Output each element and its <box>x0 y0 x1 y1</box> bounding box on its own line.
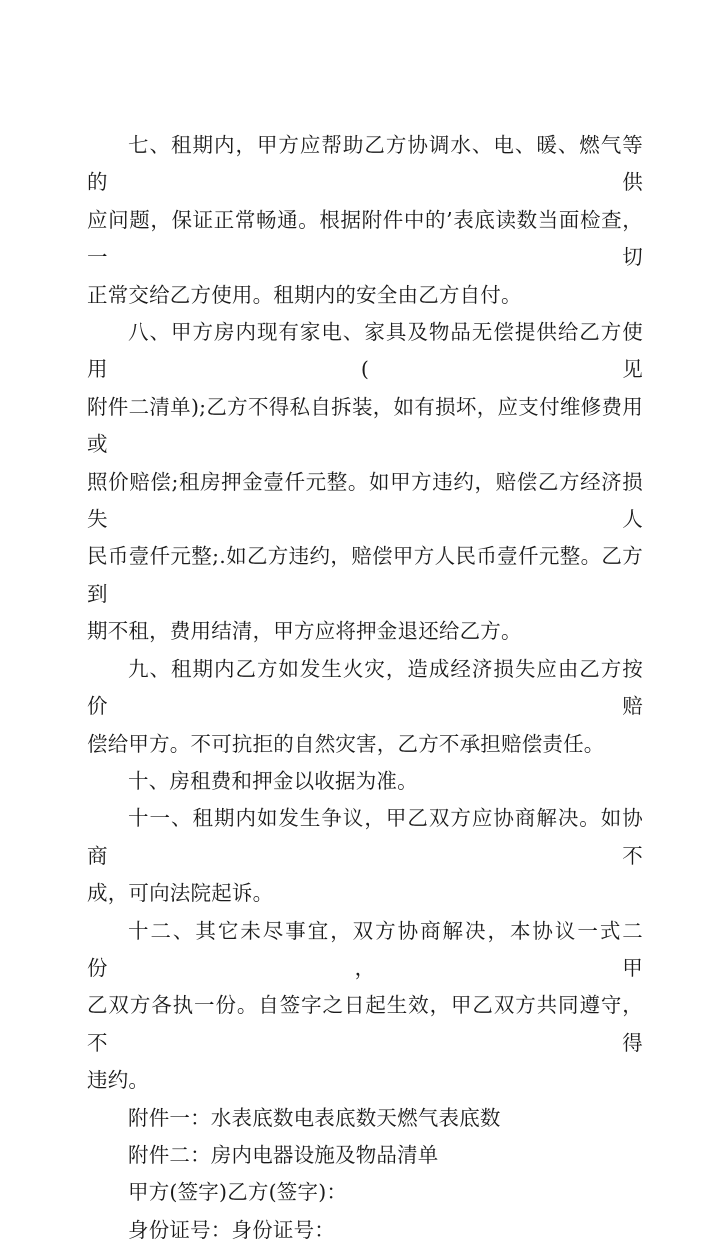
clause-7-line-1: 七、租期内，甲方应帮助乙方协调水、电、暖、燃气等的供 <box>87 133 643 195</box>
clause-12-paragraph <box>87 913 643 1100</box>
clause-9-paragraph <box>87 651 643 763</box>
clause-10-paragraph <box>87 763 643 800</box>
clause-9-line-1: 九、租期内乙方如发生火灾，造成经济损失应由乙方按价赔 <box>87 656 643 719</box>
id-numbers-line: 身份证号：身份证号： <box>128 1217 335 1242</box>
clause-8-line-2: 附件二清单);乙方不得私自拆装，如有损坏，应支付维修费用或 <box>87 394 643 457</box>
signatures-paragraph <box>87 1174 643 1211</box>
clause-9-line-2: 偿给甲方。不可抗拒的自然灾害，乙方不承担赔偿责任。 <box>87 731 605 756</box>
id-numbers-paragraph <box>87 1212 643 1249</box>
clause-11-line-2: 成，可向法院起诉。 <box>87 881 274 906</box>
clause-8-paragraph <box>87 314 643 651</box>
clause-7-line-3: 正常交给乙方使用。租期内的安全由乙方自付。 <box>87 282 522 307</box>
clause-8-line-5: 期不租，费用结清，甲方应将押金退还给乙方。 <box>87 619 522 644</box>
document-body <box>87 127 643 1249</box>
clause-11-paragraph <box>87 800 643 912</box>
clause-7-paragraph <box>87 127 643 314</box>
signatures-line: 甲方(签字)乙方(签字)： <box>128 1180 348 1205</box>
clause-12-line-2: 乙双方各执一份。自签字之日起生效，甲乙双方共同遵守，不得 <box>87 993 643 1055</box>
attachment-1-line: 附件一：水表底数电表底数天燃气表底数 <box>128 1105 501 1130</box>
attachment-1-paragraph <box>87 1100 643 1137</box>
clause-12-line-1: 十二、其它未尽事宜，双方协商解决，本协议一式二份，甲 <box>87 918 643 980</box>
clause-8-line-4: 民币壹仟元整;.如乙方违约，赔偿甲方人民币壹仟元整。乙方到 <box>87 544 643 606</box>
clause-8-line-3: 照价赔偿;租房押金壹仟元整。如甲方违约，赔偿乙方经济损失人 <box>87 469 643 532</box>
clause-8-line-1: 八、甲方房内现有家电、家具及物品无偿提供给乙方使用(见 <box>87 320 643 382</box>
attachment-2-line: 附件二：房内电器设施及物品清单 <box>128 1142 439 1167</box>
clause-10-line-1: 十、房租费和押金以收据为准。 <box>128 768 418 793</box>
attachment-2-paragraph <box>87 1137 643 1174</box>
clause-7-line-2: 应问题，保证正常畅通。根据附件中的’表底读数当面检查，一切 <box>87 207 643 270</box>
clause-12-line-3: 违约。 <box>87 1068 150 1093</box>
clause-11-line-1: 十一、租期内如发生争议，甲乙双方应协商解决。如协商不 <box>87 806 643 868</box>
